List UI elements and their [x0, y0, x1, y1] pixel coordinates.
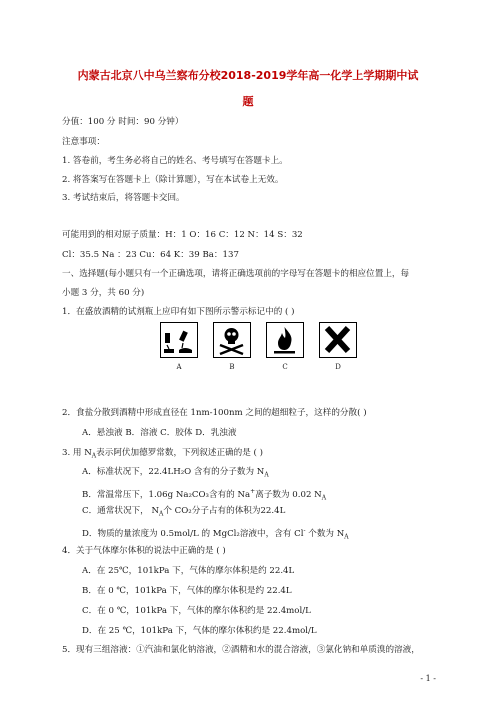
atomic-mass-line: Cl：35.5 Na ：23 Cu：64 K：39 Ba：137: [62, 250, 239, 260]
q3-c-text-rest: 个 CO₂分子占有的体积为22.4L: [163, 506, 286, 516]
document-title-line2: 题: [242, 95, 254, 108]
question-4-option-a: A．在 25℃，101kPa 下，气体的摩尔体积是约 22.4L: [82, 566, 295, 576]
corrosive-icon: [160, 322, 198, 358]
question-5: 5．现有三组溶液：①汽油和氯化钠溶液，②酒精和水的混合溶液，③氯化钠和单质溴的溶液，: [62, 645, 420, 655]
q3-c-subscript: A: [158, 510, 164, 518]
page-number: - 1 -: [420, 674, 436, 683]
option-label-c: C: [282, 363, 288, 371]
harmful-cross-icon: [319, 322, 357, 358]
q3-subscript: A: [91, 452, 97, 460]
flammable-icon: [266, 322, 304, 358]
option-label-b: B: [229, 363, 235, 371]
q3-d-superscript: -: [303, 527, 306, 534]
question-3-option-d: [82, 525, 349, 544]
q3-a-subscript: A: [264, 471, 269, 479]
q3-text-rest: 表示阿伏加德罗常数，下列叙述正确的是 ( ): [96, 448, 263, 458]
question-4-option-c: C．在 0 ℃，101kPa 下，气体的摩尔体积约是 22.4mol/L: [82, 606, 311, 616]
question-3-option-b: [82, 486, 326, 505]
q3-b-text-rest: 离子数为 0.02 N: [255, 489, 322, 500]
score-info: 分值：100 分 时间：90 分钟）: [62, 117, 184, 127]
q3-text: 3. 用 N: [62, 448, 92, 458]
notice-item: 2. 将答案写在答题卡上（除计算题），写在本试卷上无效。: [62, 175, 284, 185]
option-label-d: D: [335, 363, 341, 371]
notice-item: 1. 答卷前，考生务必将自己的姓名、考号填写在答题卡上。: [62, 156, 288, 166]
question-4: 4．关于气体摩尔体积的说法中正确的是 ( ): [62, 546, 226, 556]
document-title-line1: 内蒙古北京八中乌兰察布分校2018-2019学年高一化学上学期期中试: [77, 69, 419, 82]
option-label-a: A: [176, 363, 182, 371]
warning-labels: [160, 322, 360, 371]
question-2-options: A．悬浊液 B．溶液 C．胶体 D．乳浊液: [82, 428, 237, 438]
q3-b-superscript: +: [250, 488, 256, 495]
q3-b-text: B．常温常压下，1.06g Na₂CO₃含有的 Na: [82, 489, 251, 500]
question-2: 2．食盐分散到酒精中形成直径在 1nm-100nm 之间的超细粒子，这样的分散( ): [62, 408, 367, 418]
question-3: [62, 447, 263, 463]
question-4-option-d: D．在 25 ℃，101kPa 下，气体的摩尔体积约是 22.4mol/L: [82, 626, 317, 636]
toxic-skull-icon: [213, 322, 251, 358]
question-4-option-b: B．在 0 ℃，101kPa 下，气体的摩尔体积是约 22.4L: [82, 586, 292, 596]
question-3-option-c: [82, 505, 285, 521]
q3-c-text: C．通常状况下， N: [82, 506, 159, 516]
question-1: 1．在盛放酒精的试剂瓶上应印有如下图所示警示标记中的 ( ): [62, 307, 295, 317]
section-heading: 一、选择题(每小题只有一个正确选项，请将正确选项前的字母写在答题卡的相应位置上，每: [62, 269, 410, 279]
q3-d-subscript: A: [344, 533, 349, 541]
q3-a-text: A．标准状况下，22.4LH₂O 含有的分子数为 N: [82, 467, 265, 477]
q3-b-subscript: A: [321, 494, 327, 502]
atomic-mass-line: 可能用到的相对原子质量：H：1 O：16 C：12 N：14 S：32: [62, 230, 303, 240]
q3-d-text: D．物质的量浓度为 0.5mol/L 的 MgCl₂溶液中，含有 Cl: [82, 528, 304, 539]
q3-d-text-rest: 个数为 N: [305, 528, 345, 539]
question-3-option-a: [82, 466, 269, 482]
section-heading-cont: 小题 3 分，共 60 分): [62, 288, 145, 298]
notice-heading: 注意事项：: [62, 137, 105, 147]
notice-item: 3. 考试结束后，将答题卡交回。: [62, 193, 185, 203]
